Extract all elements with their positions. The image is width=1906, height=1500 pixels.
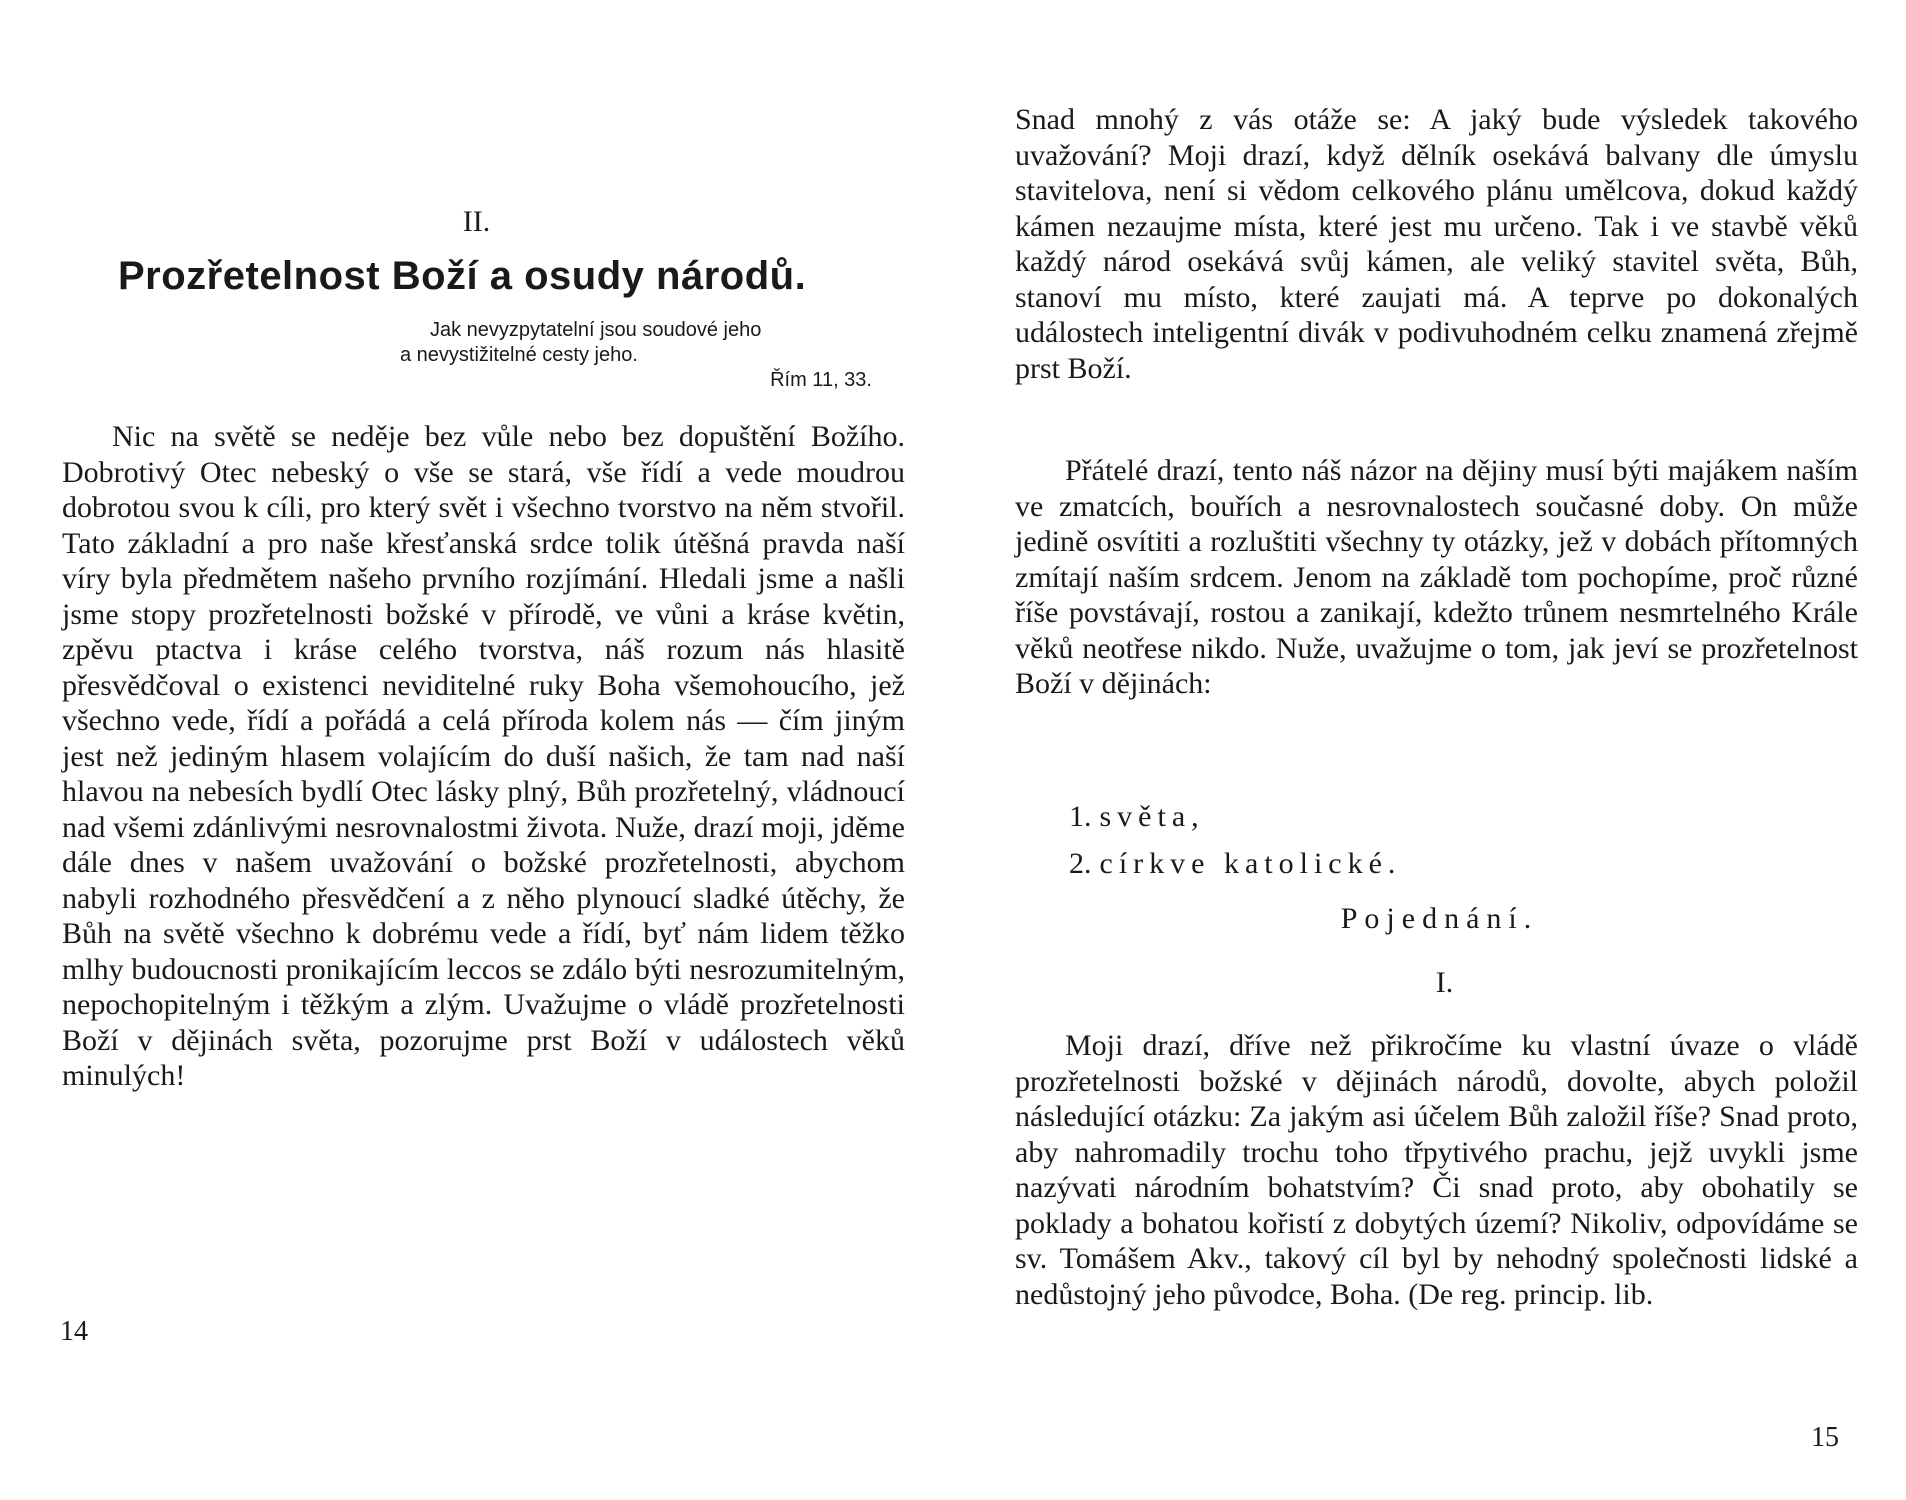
list-item-text: světa,: [1099, 800, 1205, 833]
list-item-number: 2.: [1069, 847, 1092, 880]
motto-line-2: a nevystižitelné cesty jeho.: [400, 344, 638, 366]
list-item-text: církve katolické.: [1099, 847, 1402, 880]
list-item: [1069, 840, 1401, 887]
right-paragraph-3: Moji drazí, dříve než přikročíme ku vlastní úvaze o vládě prozřetelnosti božské v dějinách národů, dovolte, abych položil následující otázku: Za jakým asi účelem Bůh založil říše? Snad proto, aby nahromadily trochu toho třpytivého prachu, jejž uvykli jsme nazývati národním bohatstvím? Či snad proto, aby obohatily se poklady a bohatou kořistí z dobytých území? Nikoliv, odpovídáme se sv. Tomášem Akv., takový cíl byl by nehodný společnosti lidské a nedůstojný jeho původce, Boha. (De reg. princip. lib.: [1015, 1029, 1858, 1311]
page-number-right: 15: [1811, 1422, 1839, 1453]
page-number-left: 14: [60, 1316, 88, 1347]
chapter-number: II.: [462, 205, 491, 238]
right-page: [953, 0, 1906, 1500]
section-heading: Pojednání.: [1340, 902, 1539, 935]
chapter-title: Prozřetelnost Boží a osudy národů.: [118, 254, 807, 298]
motto-line-1: Jak nevyzpytatelní jsou soudové jeho: [430, 319, 762, 341]
left-paragraph: Nic na světě se neděje bez vůle nebo bez dopuštění Božího. Dobrotivý Otec nebeský o vše se stará, vše řídí a vede moudrou dobrotou svou k cíli, pro který svět i všechno tvorstvo na něm stvořil. Tato základní a pro naše křesťanská srdce tolik útěšná pravda naší víry byla předmětem našeho prvního rozjímání. Hledali jsme a našli jsme stopy prozřetelnosti božské v přírodě, ve vůni a kráse květin, zpěvu ptactva i kráse celého tvorstva, náš rozum nás hlasitě přesvědčoval o existenci neviditelné ruky Boha všemohoucího, jež všechno vede, řídí a pořádá a celá příroda kolem nás — čím jiným jest než jediným hlasem volajícím do duší našich, že tam nad naší hlavou na nebesích bydlí Otec lásky plný, Bůh prozřetelný, vládnoucí nad všemi zdánlivými nesrovnalostmi života. Nuže, drazí moji, jděme dále dnes v našem uvažování o božské prozřetelnosti, abychom nabyli rozhodného přesvědčení a z něho plynoucí sladké útěchy, že Bůh na světě všechno k dobrému vede a řídí, byť nám lidem těžko mlhy budoucnosti pronikajícím leccos se zdálo býti nesrozumitelným, nepochopitelným i těžkým a zlým. Uvažujme o vládě prozřetelnosti Boží v dějinách světa, pozorujme prst Boží v událostech věků minulých!: [62, 420, 905, 1092]
right-paragraph-1: Snad mnohý z vás otáže se: A jaký bude výsledek takového uvažování? Moji drazí, když dělník osekává balvany dle úmyslu stavitelova, není si vědom celkového plánu umělcova, dokud každý kámen nezaujme místa, které jest mu určeno. Tak i ve stavbě věků každý národ osekává svůj kámen, ale veliký stavitel světa, Bůh, stanoví mu místo, které zaujati má. A teprve po dokonalých událostech inteligentní divák v podivuhodném celku znamená zřejmě prst Boží.: [1015, 103, 1858, 385]
motto: [400, 318, 920, 393]
right-paragraph-2: Přátelé drazí, tento náš názor na dějiny musí býti majákem naším ve zmatcích, bouřích a nesrovnalostech současné doby. On může jedině osvítiti a rozluštiti všechny ty otázky, jež v dobách přítomných zmítají naším srdcem. Jenom na základě tom pochopíme, proč různé říše povstávají, rostou a zanikají, kdežto trůnem nesmrtelného Krále věků neotřese nikdo. Nuže, uvažujme o tom, jak jeví se prozřetelnost Boží v dějinách:: [1015, 454, 1858, 700]
motto-reference: Řím 11, 33.: [770, 369, 872, 391]
list-item: [1069, 793, 1401, 840]
topic-list: [1069, 793, 1401, 887]
section-number: I.: [1435, 966, 1454, 999]
list-item-number: 1.: [1069, 800, 1092, 833]
